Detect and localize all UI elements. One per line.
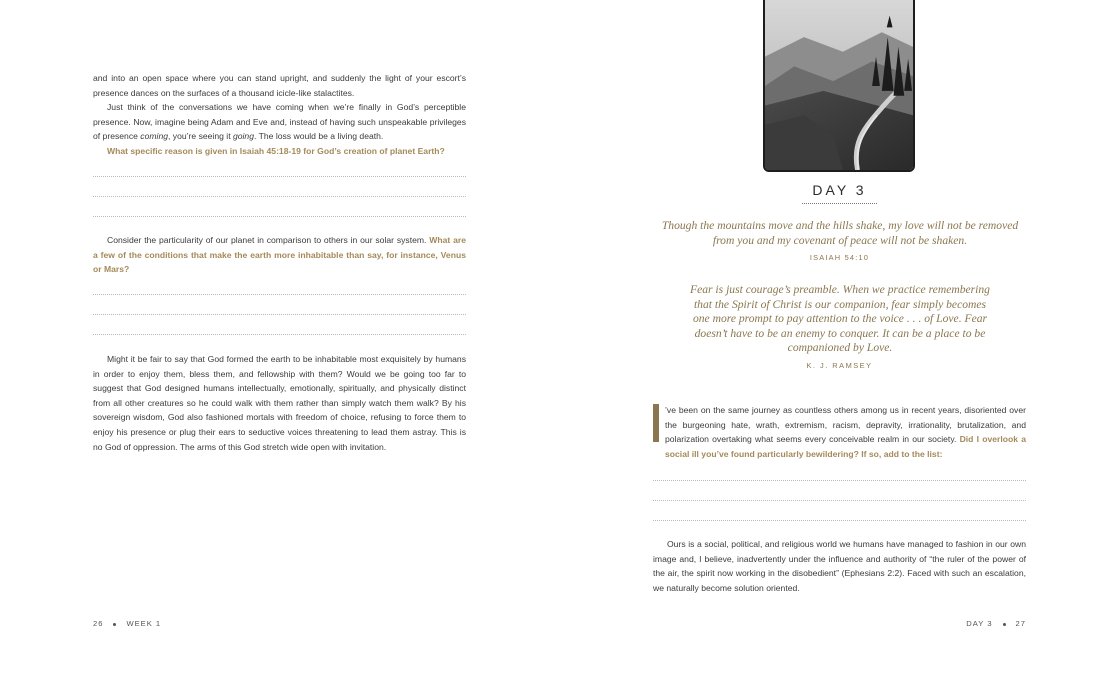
mountain-trail-photo (763, 0, 915, 172)
paragraph-text: , you’re seeing it (168, 131, 233, 142)
question-conditions: What are a few of the conditions that make the earth more inhabitable than say, for instance, Venus or Mars? (93, 235, 466, 275)
paragraph-ours: Ours is a social, political, and religious world we humans have managed to fashion in our own image and, I believe, inadvertently under the influence and authority of “the ruler of the power of the air, the spirit now working in the disobedient” (Ephesians 2:2). Faced with such an escalation, we naturally become solution oriented. (653, 539, 1026, 593)
bullet-icon (113, 623, 116, 626)
paragraph-text: Just think of the conversations we have coming when we’re finally in God’s perceptible presence. Now, imagine being Adam and Eve and, instead of having such unspeakable privileges of presence (93, 102, 466, 142)
pull-quote: Fear is just courage’s preamble. When we practice remembering that the Spirit of Christ is our companion, fear simply becomes one more prompt to pay attention to the voice . . . of Love. Fear doesn’t have to be an enemy to conquer. It can be a place to be companioned by Love. (690, 283, 990, 355)
mountain-trail-icon (765, 0, 913, 170)
scripture-reference: ISAIAH 54:10 (809, 253, 870, 262)
left-page (0, 0, 559, 700)
answer-line[interactable] (93, 275, 466, 295)
paragraph-might-it: Might it be fair to say that God formed the earth to be inhabitable most exquisitely by humans in order to enjoy them, bless them, and fellowship with them? Would we be going too far to suggest that God designed humans intellectually, emotionally, spiritually, and physically distinct from all other creatures so he could walk with them rather than simply watch them walk? By his sovereign wisdom, God also fashioned mortals with freedom of choice, refusing to force them to enjoy his presence or plug their ears to seductive voices threatening to lead them astray. This is no God of oppression. The arms of this God stretch wide open with invitation. (93, 354, 466, 452)
paragraph-particularity (93, 233, 466, 277)
left-block-3 (93, 352, 466, 454)
emphasis-coming: coming (140, 131, 168, 142)
page-number: 27 (1015, 619, 1026, 628)
answer-line[interactable] (653, 501, 1026, 521)
answer-lines-2[interactable] (93, 275, 466, 335)
folio-right (966, 619, 1026, 628)
right-block-2 (653, 537, 1026, 595)
bullet-icon (1003, 623, 1006, 626)
page-number: 26 (93, 619, 104, 628)
running-head: WEEK 1 (126, 619, 162, 628)
quote-author: K. J. RAMSEY (806, 361, 873, 370)
answer-line[interactable] (93, 157, 466, 177)
paragraph-text: . The loss would be a living death. (254, 131, 384, 142)
paragraph-continued: and into an open space where you can stand upright, and suddenly the light of your escort’s presence dances on the surfaces of a thousand icicle-like stalactites. (93, 73, 466, 98)
title-divider (802, 203, 877, 204)
folio-left (93, 619, 161, 628)
right-block-1 (653, 403, 1026, 461)
answer-line[interactable] (653, 481, 1026, 501)
dropcap-paragraph (653, 403, 1026, 461)
left-block-2 (93, 233, 466, 277)
answer-line[interactable] (93, 177, 466, 197)
paragraph-text: ’ve been on the same journey as countless others among us in recent years, disoriented over the burgeoning hate, wrath, extremism, racism, depravity, irrationality, brutalization, and polarization overtaking what seems every conceivable realm in our society. (665, 405, 1026, 445)
answer-lines-3[interactable] (653, 461, 1026, 521)
left-block-1 (93, 71, 466, 159)
answer-line[interactable] (653, 461, 1026, 481)
question-isaiah: What specific reason is given in Isaiah 45:18-19 for God’s creation of planet Earth? (107, 145, 445, 156)
question-social-ill: Did I overlook a social ill you’ve found particularly bewildering? If so, add to the list: (665, 434, 1026, 459)
answer-line[interactable] (93, 315, 466, 335)
right-page (560, 0, 1119, 700)
dropcap-i-icon (653, 404, 659, 442)
paragraph-conversations (93, 100, 466, 144)
answer-line[interactable] (93, 197, 466, 217)
scripture-verse: Though the mountains move and the hills shake, my love will not be removed from you and my covenant of peace will not be shaken. (661, 219, 1019, 247)
answer-line[interactable] (93, 295, 466, 315)
emphasis-going: going (232, 131, 254, 142)
day-title: DAY 3 (812, 182, 867, 198)
paragraph-text: Consider the particularity of our planet in comparison to others in our solar system. (107, 235, 430, 245)
paragraph-journey (665, 403, 1026, 461)
answer-lines-1[interactable] (93, 157, 466, 217)
running-head: DAY 3 (966, 619, 993, 628)
